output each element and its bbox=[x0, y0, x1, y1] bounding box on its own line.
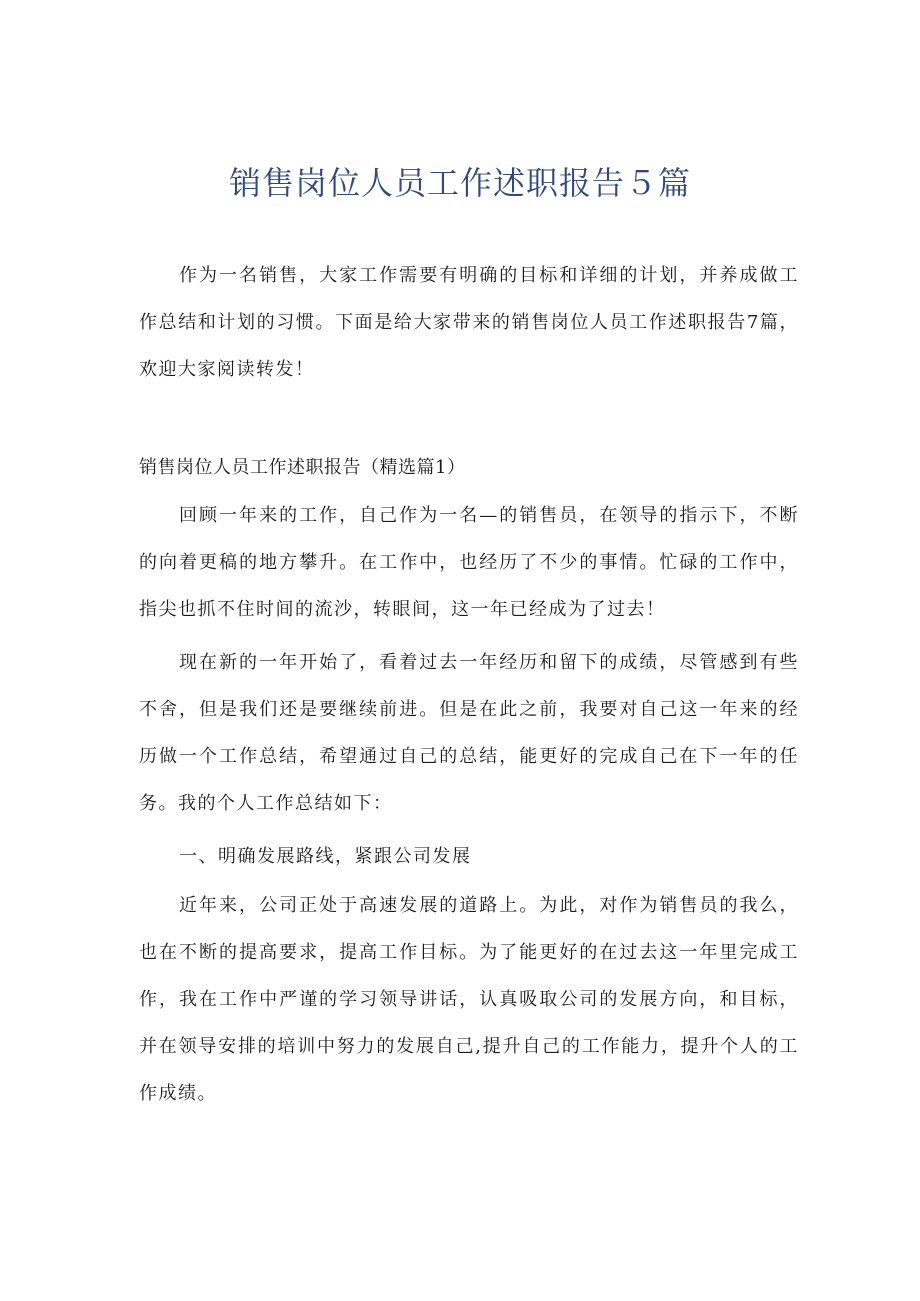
page-title: 销售岗位人员工作述职报告５篇 bbox=[228, 164, 691, 202]
paragraph-1: 回顾一年来的工作，自己作为一名—的销售员，在领导的指示下，不断的向着更稿的地方攀升。在工作中，也经历了不少的事情。忙碌的工作中，指尖也抓不住时间的流沙，转眼间，这一年已经成为了过去！ bbox=[139, 505, 799, 620]
intro-paragraph: 作为一名销售，大家工作需要有明确的目标和详细的计划，并养成做工作总结和计划的习惯。下面是给大家带来的销售岗位人员工作述职报告7篇，欢迎大家阅读转发！ bbox=[139, 265, 799, 380]
subheading-1: 一、明确发展路线，紧跟公司发展 bbox=[179, 846, 472, 867]
paragraph-3: 近年来，公司正处于高速发展的道路上。为此，对作为销售员的我么，也在不断的提高要求，提高工作目标。为了能更好的在过去这一年里完成工作，我在工作中严谨的学习领导讲话，认真吸取公司的发展方向，和目标，并在领导安排的培训中努力的发展自己,提升自己的工作能力，提升个人的工作成绩。 bbox=[139, 895, 799, 1104]
paragraph-2: 现在新的一年开始了，看着过去一年经历和留下的成绩，尽管感到有些不舍，但是我们还是要继续前进。但是在此之前，我要对自己这一年来的经历做一个工作总结，希望通过自己的总结，能更好的完成自己在下一年的任务。我的个人工作总结如下： bbox=[139, 652, 799, 814]
section-title: 销售岗位人员工作述职报告（精选篇1） bbox=[139, 457, 466, 478]
